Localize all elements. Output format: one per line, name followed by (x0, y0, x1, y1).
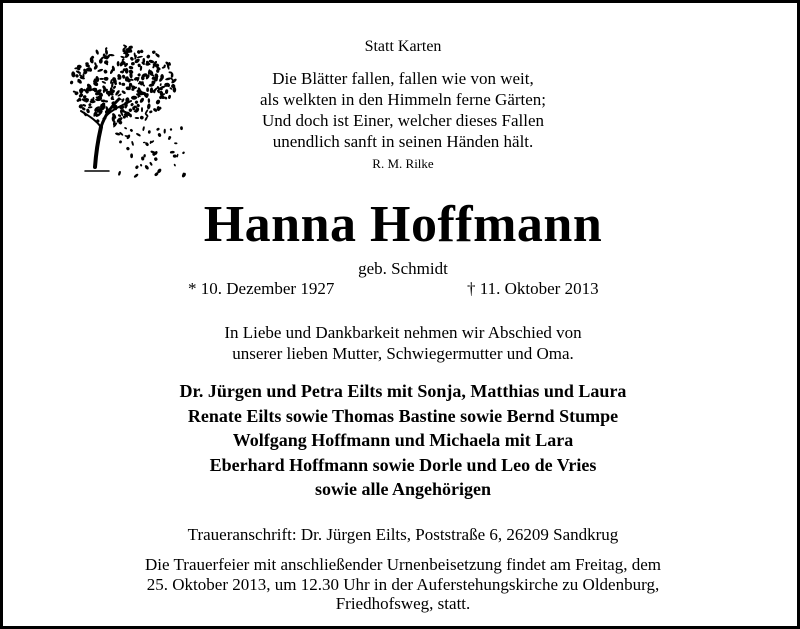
poem-line: als welkten in den Himmeln ferne Gärten; (259, 90, 547, 109)
mourner-line: Eberhard Hoffmann sowie Dorle und Leo de Vries (209, 454, 597, 475)
birth-date: * 10. Dezember 1927 (188, 279, 335, 298)
mourner-line: Wolfgang Hoffmann und Michaela mit Lara (232, 430, 574, 450)
ceremony-line: Die Trauerfeier mit anschließender Urnenbeisetzung findet am Freitag, dem (145, 555, 661, 574)
ceremony-line: 25. Oktober 2013, um 12.30 Uhr in der Auferstehungskirche zu Oldenburg, (146, 574, 660, 594)
poem-line: unendlich sanft in seinen Händen hält. (272, 132, 534, 151)
maiden-name: geb. Schmidt (358, 259, 448, 278)
mourner-line: Dr. Jürgen und Petra Eilts mit Sonja, Matthias und Laura (179, 381, 627, 401)
mourning-address: Traueranschrift: Dr. Jürgen Eilts, Poststraße 6, 26209 Sandkrug (187, 525, 619, 544)
poem-line: Und doch ist Einer, welcher dieses Fallen (261, 111, 545, 130)
statt-karten-heading: Statt Karten (364, 38, 442, 55)
mourners-list (3, 379, 800, 502)
mourner-line: Renate Eilts sowie Thomas Bastine sowie Bernd Stumpe (187, 405, 619, 426)
farewell-text (3, 322, 800, 364)
poem-author: R. M. Rilke (372, 156, 434, 171)
ceremony-line: Friedhofsweg, statt. (335, 594, 471, 613)
deceased-name: Hanna Hoffmann (203, 196, 603, 253)
mourner-line: sowie alle Angehörigen (315, 479, 491, 499)
farewell-line: In Liebe und Dankbarkeit nehmen wir Abschied von (224, 323, 582, 342)
farewell-line: unserer lieben Mutter, Schwiegermutter und Oma. (232, 344, 574, 363)
death-date: † 11. Oktober 2013 (467, 279, 599, 298)
poem (3, 68, 800, 152)
poem-line: Die Blätter fallen, fallen wie von weit, (272, 69, 534, 88)
ceremony-info (3, 555, 800, 614)
